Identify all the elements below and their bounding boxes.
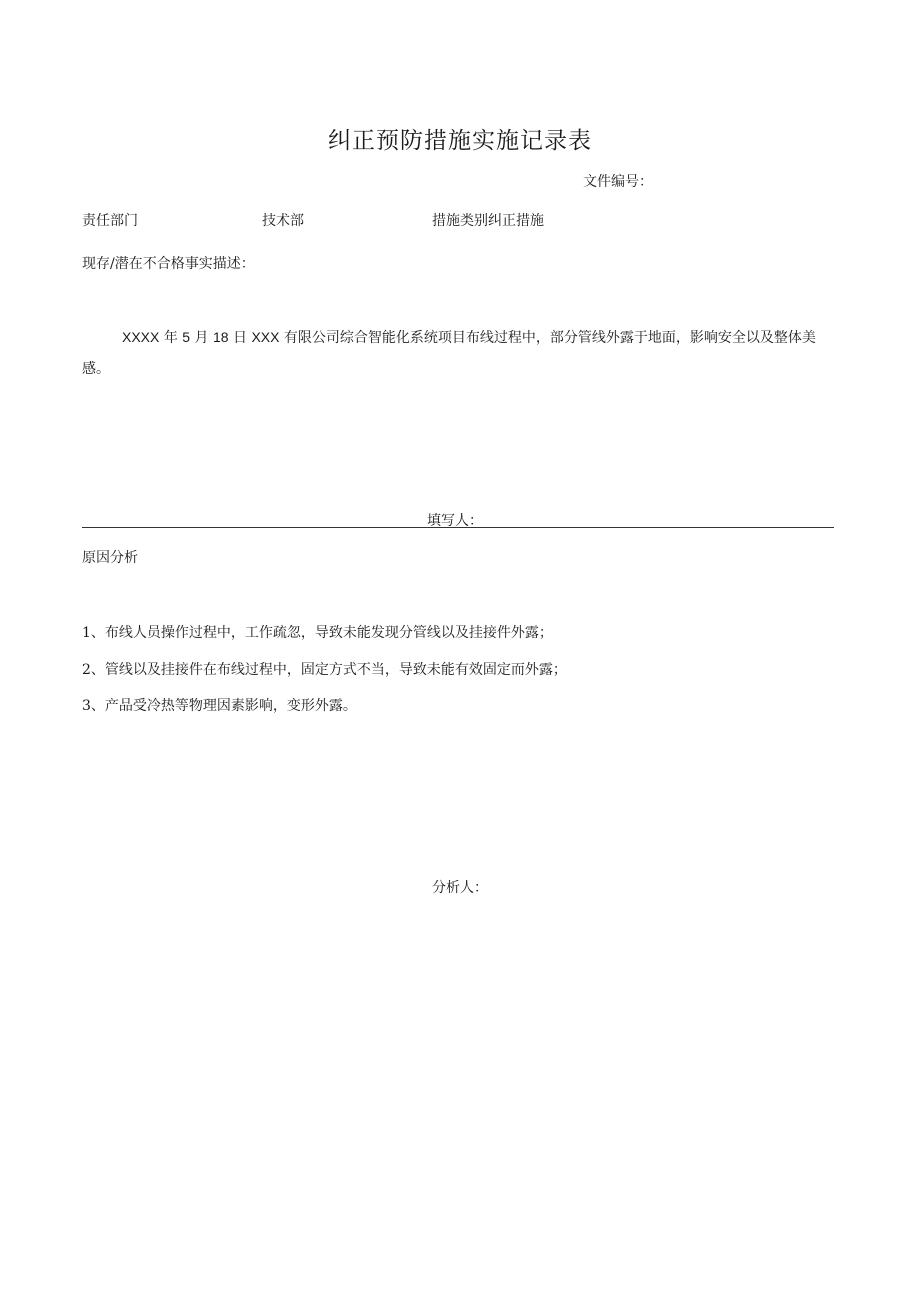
responsible-dept-value: 技术部 [262,213,304,229]
cause-item: 3、产品受冷热等物理因素影响，变形外露。 [82,698,357,714]
section-divider [82,527,834,528]
doc-number-label: 文件编号： [583,174,653,190]
measure-type: 措施类别纠正措施 [432,213,544,229]
responsible-dept-label: 责任部门 [82,213,138,229]
description-body [82,322,824,385]
description-label: 现存/潜在不合格事实描述： [82,256,255,272]
description-part-company-year: XXXX [122,329,160,345]
document-title: 纠正预防措施实施记录表 [328,128,592,154]
filler-label: 填写人： [427,513,483,529]
description-part-text: 有限公司综合智能化系统项目布线过程中，部分管线外露于地面，影响安全以及整体美感。 [82,330,816,377]
cause-analysis-label: 原因分析 [82,550,138,566]
description-part-year-char: 年 [163,330,178,346]
description-part-day-char: 日 [233,330,247,346]
cause-item: 2、管线以及挂接件在布线过程中，固定方式不当，导致未能有效固定而外露； [82,662,567,678]
description-part-day-num: 18 [212,329,229,345]
description-part-month-num: 5 [182,329,191,345]
analyst-label: 分析人： [432,880,488,896]
description-part-company: XXX [251,329,280,345]
description-part-month-char: 月 [194,330,209,346]
cause-item: 1、布线人员操作过程中，工作疏忽，导致未能发现分管线以及挂接件外露； [82,625,553,641]
